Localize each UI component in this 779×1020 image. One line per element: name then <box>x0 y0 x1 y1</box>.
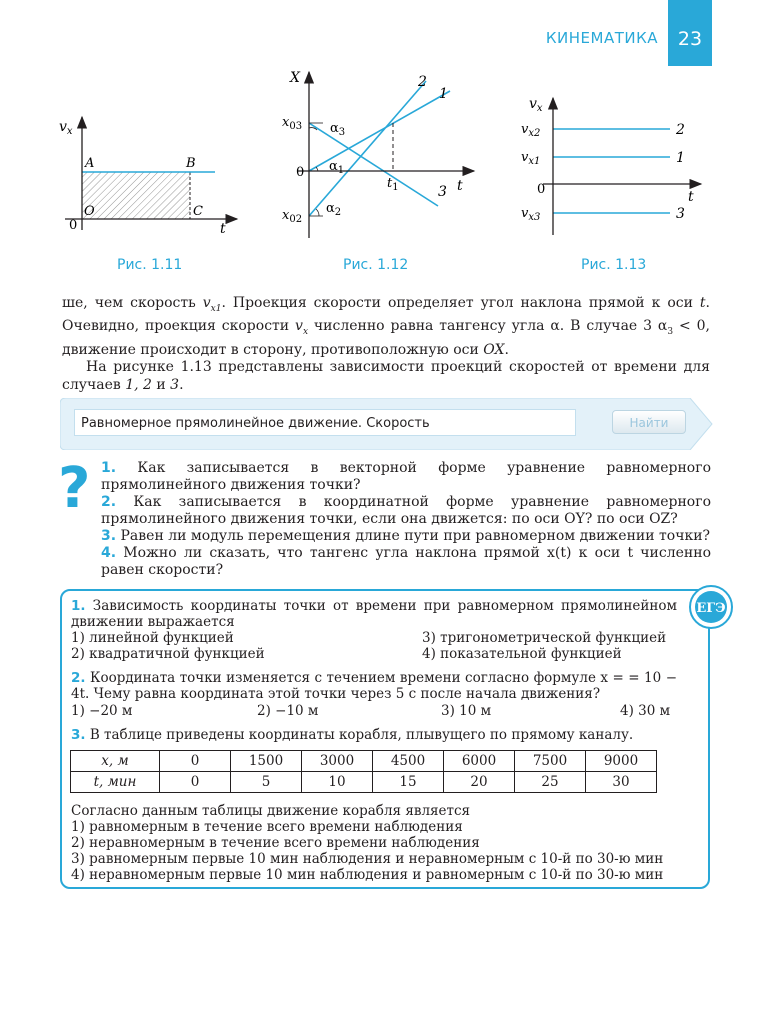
test-q1-option-4: 4) показательной функцией <box>422 646 622 662</box>
line-2 <box>309 81 426 216</box>
fig12-line1-label: 1 <box>439 86 448 102</box>
table-header-x: x, м <box>71 751 160 772</box>
test-q3-option-2: 2) неравномерным в течение всего времени наблюдения <box>71 835 480 851</box>
svg-text:ЕГЭ: ЕГЭ <box>696 601 726 616</box>
test-q1-option-3: 3) тригонометрической функцией <box>422 630 667 646</box>
fig13-line3-label: 3 <box>676 206 685 222</box>
fig12-alpha3: $\alpha_3$ <box>330 121 346 138</box>
question-mark-icon: ? <box>58 456 91 521</box>
caption-fig-1-12: Рис. 1.12 <box>343 257 409 273</box>
fig11-t-label: t <box>220 221 226 237</box>
test-q1-option-2: 2) квадратичной функцией <box>71 646 265 662</box>
fig12-alpha1: $\alpha_1$ <box>329 159 345 176</box>
figure-1-11 <box>55 105 245 240</box>
fig13-line1-label: 1 <box>676 150 685 166</box>
test-q3-after: Согласно данным таблицы движение корабля является <box>71 803 471 819</box>
fig13-vx3: $v_{x3}$ <box>521 206 541 223</box>
table-cell: 5 <box>231 772 302 793</box>
test-q2-option-3: 3) 10 м <box>441 703 492 719</box>
test-q1-option-1: 1) линейной функцией <box>71 630 234 646</box>
fig12-t-label: t <box>457 178 463 194</box>
ship-coordinates-table <box>70 750 657 793</box>
fig12-line2-label: 2 <box>418 74 427 90</box>
fig11-zero: 0 <box>69 218 78 233</box>
table-cell: 6000 <box>444 751 515 772</box>
figure-1-12 <box>278 66 478 246</box>
fig13-vx1: $v_{x1}$ <box>521 150 541 167</box>
ege-badge-icon <box>688 584 734 630</box>
table-cell: 15 <box>373 772 444 793</box>
paragraph-2: На рисунке 1.13 представлены зависимости проекций скоростей от времени для случаев 1, 2 и 3. <box>62 359 710 393</box>
fig13-vx2: $v_{x2}$ <box>521 122 541 139</box>
fig12-t1: $t_1$ <box>387 176 399 193</box>
fig13-line2-label: 2 <box>676 122 685 138</box>
table-cell: 20 <box>444 772 515 793</box>
question-1: 1. Как записывается в векторной форме уравнение равномерного прямолинейного движения точки? <box>101 460 711 493</box>
fig12-alpha2: $\alpha_2$ <box>326 201 342 218</box>
fig12-zero: 0 <box>296 165 305 180</box>
test-q1: 1. Зависимость координаты точки от времени при равномерном прямолинейном движении выражается <box>71 598 678 630</box>
body-text <box>62 295 710 394</box>
fig11-y-label: $v_x$ <box>59 119 73 137</box>
test-q2: 2. Координата точки изменяется с течением времени согласно формуле x = = 10 − 4t. Чему равна координата этой точки через 5 с после начала движения? <box>71 670 678 702</box>
table-cell: 25 <box>515 772 586 793</box>
test-q3: 3. В таблице приведены координаты корабля, плывущего по прямому каналу. <box>71 727 634 743</box>
fig12-line3-label: 3 <box>438 184 447 200</box>
test-q2-option-2: 2) −10 м <box>257 703 319 719</box>
table-cell: 10 <box>302 772 373 793</box>
table-cell: 0 <box>160 751 231 772</box>
caption-fig-1-13: Рис. 1.13 <box>581 257 647 273</box>
table-row <box>71 772 657 793</box>
test-q2-option-4: 4) 30 м <box>620 703 671 719</box>
fig13-t-label: t <box>688 189 694 205</box>
fig11-point-c: C <box>193 204 203 219</box>
fig12-x03: $x_{03}$ <box>282 115 303 132</box>
fig13-zero: 0 <box>537 182 546 197</box>
figure-1-13 <box>515 90 705 240</box>
fig12-y-label: X <box>290 70 300 86</box>
section-title: КИНЕМАТИКА <box>545 29 658 47</box>
test-q3-option-1: 1) равномерным в течение всего времени наблюдения <box>71 819 463 835</box>
fig11-point-o: O <box>84 204 95 219</box>
hatched-area <box>82 172 190 219</box>
table-header-t: t, мин <box>71 772 160 793</box>
table-cell: 9000 <box>586 751 657 772</box>
fig11-point-b: B <box>186 156 196 171</box>
question-4: 4. Можно ли сказать, что тангенс угла наклона прямой x(t) к оси t численно равен скорости? <box>101 545 711 578</box>
question-3: 3. Равен ли модуль перемещения длине пути при равномерном движении точки? <box>101 528 711 544</box>
page-number: 23 <box>668 0 712 66</box>
search-button[interactable]: Найти <box>612 410 686 434</box>
paragraph-1: ше, чем скорость $v_{x1}$. Проекция скорости определяет угол наклона прямой к оси t. Очевидно, проекция скорости $v_x$ численно равна тангенсу угла α. В случае 3 $\alpha_3 < 0$, движение происходит в сторону, противоположную оси OX. <box>62 295 710 358</box>
test-q3-option-4: 4) неравномерным первые 10 мин наблюдения и равномерным с 10-й по 30-ю мин <box>71 867 664 883</box>
test-q3-option-3: 3) равномерным первые 10 мин наблюдения и неравномерным с 10-й по 30-ю мин <box>71 851 664 867</box>
question-2: 2. Как записывается в координатной форме уравнение равномерного прямолинейного движения точки, если она движется: по оси OY? по оси OZ? <box>101 494 711 527</box>
search-input[interactable]: Равномерное прямолинейное движение. Скорость <box>74 409 576 436</box>
table-cell: 1500 <box>231 751 302 772</box>
angle-a2-arc <box>316 209 319 216</box>
fig13-y-label: $v_x$ <box>529 96 543 114</box>
table-cell: 0 <box>160 772 231 793</box>
caption-fig-1-11: Рис. 1.11 <box>117 257 183 273</box>
fig11-point-a: A <box>85 156 95 171</box>
table-cell: 7500 <box>515 751 586 772</box>
table-cell: 3000 <box>302 751 373 772</box>
table-row <box>71 751 657 772</box>
table-cell: 4500 <box>373 751 444 772</box>
test-q2-option-1: 1) −20 м <box>71 703 133 719</box>
table-cell: 30 <box>586 772 657 793</box>
fig12-x02: $x_{02}$ <box>282 208 303 225</box>
